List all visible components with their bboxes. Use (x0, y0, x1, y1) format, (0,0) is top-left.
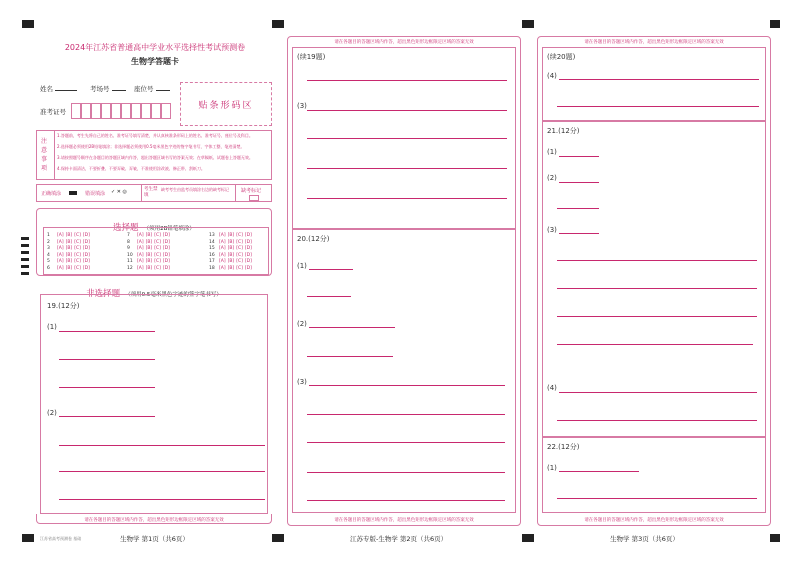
answer-line[interactable] (307, 168, 507, 169)
answer-line[interactable] (59, 359, 155, 360)
mc-option-bubble[interactable]: [B] (227, 246, 235, 252)
mc-option-bubble[interactable]: [D] (82, 233, 90, 238)
absent-mark-box[interactable] (249, 195, 259, 201)
q20-continued-label: (续20题) (547, 53, 576, 61)
timing-mark (770, 534, 780, 542)
q20-part3-label: (3) (297, 378, 307, 386)
mc-option-bubble[interactable]: [B] (65, 233, 73, 238)
mc-question-number: 12 (127, 266, 133, 271)
mc-question-row (127, 266, 172, 271)
answer-line[interactable] (557, 420, 757, 421)
boundary-notice: 请在各题目的答题区域内作答，超出黑色矩形边框限定区域的答案无效 (584, 40, 724, 45)
mc-option-bubble[interactable]: [B] (145, 233, 153, 238)
answer-line[interactable] (59, 499, 265, 500)
mc-question-number: 11 (127, 259, 133, 265)
mc-question-row (209, 253, 254, 258)
fill-legend (36, 184, 272, 202)
mc-option-bubble[interactable]: [A] (219, 266, 226, 271)
q19-part1-label: (1) (47, 323, 57, 331)
page1-footer-left: 江苏省高考预测卷 基础 (40, 536, 82, 541)
mc-question-row (209, 233, 254, 238)
mc-question-row (47, 233, 92, 238)
correct-fill-sample (69, 191, 77, 195)
mc-option-bubble[interactable]: [B] (227, 252, 235, 258)
timing-bar (21, 258, 29, 261)
mc-option-bubble[interactable]: [C] (236, 259, 243, 265)
answer-line[interactable] (307, 500, 505, 501)
answer-line[interactable] (559, 233, 599, 234)
ticket-label: 准考证号 (40, 108, 66, 116)
barcode-label: 贴条形码区 (198, 100, 254, 111)
timing-bar (21, 251, 29, 254)
q22-part1-label: (1) (547, 464, 557, 472)
mc-question-number: 8 (127, 239, 130, 245)
mc-option-bubble[interactable]: [C] (236, 246, 243, 252)
mc-option-bubble[interactable]: [C] (154, 259, 161, 265)
mc-question-row (47, 246, 92, 251)
q21-part3-label: (3) (547, 226, 557, 234)
notice-item: 2.选择题必须使用2B铅笔填涂；非选择题必须使用0.5毫米黑色字迹的签字笔书写，字体工整、笔迹清楚。 (57, 144, 245, 149)
timing-mark (770, 20, 780, 28)
answer-line[interactable] (59, 471, 265, 472)
correct-fill-label: 正确填涂 (41, 191, 62, 197)
answer-line[interactable] (307, 138, 507, 139)
answer-line[interactable] (559, 182, 599, 183)
mc-option-bubble[interactable]: [B] (145, 246, 153, 252)
answer-line[interactable] (559, 156, 599, 157)
q20-continued-area[interactable] (542, 47, 766, 121)
mc-option-bubble[interactable]: [D] (244, 246, 252, 252)
mc-option-bubble[interactable]: [C] (236, 252, 243, 258)
q19-continued-area[interactable] (292, 47, 516, 229)
mc-option-bubble[interactable]: [D] (162, 259, 170, 265)
answer-line[interactable] (557, 288, 757, 289)
barcode-area (180, 82, 272, 126)
answer-line[interactable] (59, 331, 155, 332)
mc-option-bubble[interactable]: [D] (244, 266, 252, 271)
mc-option-bubble[interactable]: [D] (162, 233, 170, 238)
mc-option-bubble[interactable]: [A] (219, 239, 226, 245)
mc-option-bubble[interactable]: [D] (244, 239, 252, 245)
seat-field[interactable] (134, 84, 170, 93)
wrong-fill-samples: ✓ ✕ ◎ (111, 189, 127, 195)
answer-line[interactable] (557, 106, 759, 107)
mc-option-bubble[interactable]: [A] (219, 246, 226, 252)
q20-answer-area[interactable] (292, 229, 516, 513)
timing-bar (21, 237, 29, 240)
mc-option-bubble[interactable]: [D] (162, 252, 170, 258)
mc-question-number: 13 (209, 233, 215, 238)
answer-line[interactable] (307, 414, 505, 415)
answer-line[interactable] (557, 316, 757, 317)
timing-mark (22, 534, 34, 542)
q21-title: 21.(12分) (547, 127, 580, 135)
q21-part1-label: (1) (547, 148, 557, 156)
mc-option-bubble[interactable]: [C] (154, 233, 161, 238)
mc-option-bubble[interactable]: [A] (57, 252, 64, 258)
mc-option-bubble[interactable]: [D] (244, 252, 252, 258)
mc-option-bubble[interactable]: [A] (137, 233, 144, 238)
boundary-notice: 请在各题目的答题区域内作答，超出黑色矩形边框限定区域的答案无效 (84, 518, 224, 523)
mc-option-bubble[interactable]: [B] (227, 266, 235, 271)
q19-part3-label: (3) (297, 102, 307, 110)
mc-question-number: 3 (47, 246, 50, 252)
q20-part2-label: (2) (297, 320, 307, 328)
mc-option-bubble[interactable]: [D] (82, 239, 90, 245)
mc-question-row (209, 240, 254, 245)
answer-line[interactable] (557, 260, 757, 261)
mc-question-row (127, 253, 172, 258)
answer-line[interactable] (559, 392, 757, 393)
mc-option-bubble[interactable]: [B] (145, 239, 153, 245)
q20-part1-label: (1) (297, 262, 307, 270)
mc-option-bubble[interactable]: [D] (82, 246, 90, 252)
mc-option-bubble[interactable]: [B] (65, 266, 73, 271)
mc-question-row (209, 259, 254, 264)
room-field[interactable] (90, 84, 126, 93)
essay-note: （须用0.5毫米黑色字迹的签字笔书写） (125, 292, 222, 298)
mc-section (36, 208, 272, 276)
mc-option-bubble[interactable]: [C] (74, 259, 81, 265)
q21-part2-label: (2) (547, 174, 557, 182)
answer-line[interactable] (309, 269, 353, 270)
answer-line[interactable] (307, 198, 507, 199)
q22-title: 22.(12分) (547, 443, 580, 451)
q19-title: 19.(12分) (47, 302, 80, 310)
mc-question-number: 9 (127, 246, 130, 252)
wrong-fill-label: 错误填涂 (85, 191, 106, 197)
q21-answer-area[interactable] (542, 121, 766, 437)
timing-mark (522, 20, 534, 28)
page-2 (287, 36, 521, 526)
mc-option-bubble[interactable]: [A] (219, 252, 226, 258)
mc-option-bubble[interactable]: [C] (74, 252, 81, 258)
mc-option-bubble[interactable]: [D] (244, 259, 252, 265)
mc-option-bubble[interactable]: [C] (74, 246, 81, 252)
answer-line[interactable] (309, 385, 505, 386)
mc-option-bubble[interactable]: [A] (137, 239, 144, 245)
timing-mark (272, 534, 284, 542)
mc-question-number: 14 (209, 239, 215, 245)
answer-line[interactable] (307, 442, 505, 443)
mc-option-bubble[interactable]: [C] (154, 239, 161, 245)
mc-option-bubble[interactable]: [A] (219, 259, 226, 265)
timing-mark (522, 534, 534, 542)
q20-part4-label: (4) (547, 72, 557, 80)
mc-note: （须用2B铅笔填涂） (143, 226, 195, 232)
q19-continued-label: (续19题) (297, 53, 326, 61)
mc-option-bubble[interactable]: [A] (57, 259, 64, 265)
mc-question-number: 6 (47, 266, 50, 271)
mc-question-number: 1 (47, 233, 50, 238)
answer-line[interactable] (59, 445, 265, 446)
notice-box (36, 130, 272, 180)
page3-footer: 生物学 第3页（共6页） (610, 535, 679, 543)
mc-option-bubble[interactable]: [D] (82, 259, 90, 265)
mc-title: 选择题 (113, 223, 139, 233)
notice-item: 4.保持卡面清洁，不要折叠、不要弄破、弄皱，不准使用涂改液、修正带、刮纸刀。 (57, 166, 205, 171)
mc-question-number: 10 (127, 252, 133, 258)
mc-option-bubble[interactable]: [C] (154, 252, 161, 258)
mc-option-bubble[interactable]: [C] (74, 233, 81, 238)
answer-line[interactable] (307, 110, 507, 111)
mc-option-bubble[interactable]: [B] (65, 246, 73, 252)
mc-option-bubble[interactable]: [A] (57, 246, 64, 252)
timing-bar (21, 265, 29, 268)
mc-question-row (127, 246, 172, 251)
ticket-number-boxes[interactable] (71, 103, 171, 119)
mc-option-bubble[interactable]: [A] (219, 233, 226, 238)
mc-option-bubble[interactable]: [D] (82, 252, 90, 258)
answer-line[interactable] (557, 498, 757, 499)
q20-title: 20.(12分) (297, 235, 330, 243)
candidate-label: 考生禁填 (144, 187, 158, 198)
mc-option-bubble[interactable]: [C] (236, 233, 243, 238)
seat-label: 座位号 (134, 85, 154, 93)
mc-option-bubble[interactable]: [B] (65, 239, 73, 245)
mc-option-bubble[interactable]: [B] (227, 259, 235, 265)
mc-option-bubble[interactable]: [D] (162, 266, 170, 271)
mc-question-row (127, 233, 172, 238)
essay-title: 非选择题 (86, 289, 121, 299)
mc-option-bubble[interactable]: [C] (236, 266, 243, 271)
q21-part4-label: (4) (547, 384, 557, 392)
absent-mark-label: 缺考标记 (241, 188, 262, 194)
mc-question-row (127, 240, 172, 245)
mc-option-bubble[interactable]: [B] (65, 252, 73, 258)
mc-question-row (47, 253, 92, 258)
mc-question-number: 16 (209, 252, 215, 258)
name-label: 姓名 (40, 85, 53, 93)
answer-line[interactable] (59, 416, 155, 417)
notice-item: 1.答题前，考生先将自己的姓名、准考证号填写清楚，并认真核准条形码上的姓名、准考证号、座位号及科目。 (57, 133, 253, 138)
mc-option-bubble[interactable]: [C] (74, 239, 81, 245)
exam-title: 2024年江苏省普通高中学业水平选择性考试预测卷 (64, 43, 246, 52)
mc-option-bubble[interactable]: [A] (57, 233, 64, 238)
mc-option-bubble[interactable]: [C] (74, 266, 81, 271)
mc-question-row (47, 259, 92, 264)
answer-line[interactable] (307, 356, 393, 357)
mc-question-row (47, 266, 92, 271)
mc-question-number: 7 (127, 233, 130, 238)
card-subtitle: 生物学答题卡 (131, 57, 179, 66)
mc-option-bubble[interactable]: [C] (154, 246, 161, 252)
answer-line[interactable] (59, 387, 155, 388)
mc-question-number: 17 (209, 259, 215, 265)
page2-footer: 江苏专版-生物学 第2页（共6页） (350, 535, 448, 543)
mc-question-number: 15 (209, 246, 215, 252)
mc-option-bubble[interactable]: [A] (57, 266, 64, 271)
timing-mark (272, 20, 284, 28)
mc-option-bubble[interactable]: [A] (137, 266, 144, 271)
answer-line[interactable] (557, 208, 599, 209)
mc-option-bubble[interactable]: [B] (145, 259, 153, 265)
notice-title: 注意事项 (41, 138, 48, 172)
page1-footer: 生物学 第1页（共6页） (120, 535, 189, 543)
q19-part2-label: (2) (47, 409, 57, 417)
mc-question-number: 4 (47, 252, 50, 258)
mc-question-number: 2 (47, 239, 50, 245)
mc-option-bubble[interactable]: [A] (57, 239, 64, 245)
answer-line[interactable] (307, 296, 351, 297)
mc-option-bubble[interactable]: [C] (236, 239, 243, 245)
mc-option-bubble[interactable]: [B] (227, 239, 235, 245)
timing-mark (22, 20, 34, 28)
mc-question-number: 5 (47, 259, 50, 265)
mc-question-row (209, 266, 254, 271)
notice-item: 3.请按照题号顺序在各题目的答题区域内作答，超出答题区域书写的答案无效；在草稿纸、试题卷上答题无效。 (57, 155, 253, 160)
mc-question-row (209, 246, 254, 251)
mc-option-bubble[interactable]: [D] (162, 246, 170, 252)
boundary-notice: 请在各题目的答题区域内作答，超出黑色矩形边框限定区域的答案无效 (334, 518, 474, 523)
mc-option-bubble[interactable]: [B] (65, 259, 73, 265)
answer-line[interactable] (557, 344, 753, 345)
boundary-notice: 请在各题目的答题区域内作答，超出黑色矩形边框限定区域的答案无效 (334, 40, 474, 45)
mc-option-bubble[interactable]: [C] (154, 266, 161, 271)
mc-option-bubble[interactable]: [D] (244, 233, 252, 238)
mc-option-bubble[interactable]: [A] (137, 259, 144, 265)
mc-question-row (127, 259, 172, 264)
timing-bar (21, 272, 29, 275)
mc-option-bubble[interactable]: [B] (145, 252, 153, 258)
answer-line[interactable] (307, 80, 507, 81)
candidate-note: 缺考考生由监考员填涂右边的缺考标记 (161, 187, 229, 192)
mc-option-bubble[interactable]: [D] (82, 266, 90, 271)
q19-answer-area[interactable] (40, 294, 268, 514)
answer-line[interactable] (559, 79, 759, 80)
answer-line[interactable] (309, 327, 395, 328)
page-3 (537, 36, 771, 526)
mc-option-bubble[interactable]: [B] (227, 233, 235, 238)
answer-line[interactable] (559, 471, 639, 472)
name-field[interactable] (40, 84, 77, 93)
mc-option-bubble[interactable]: [B] (145, 266, 153, 271)
mc-option-bubble[interactable]: [A] (137, 246, 144, 252)
answer-line[interactable] (307, 472, 505, 473)
room-label: 考场号 (90, 85, 110, 93)
timing-bar (21, 244, 29, 247)
mc-question-number: 18 (209, 266, 215, 271)
q22-answer-area[interactable] (542, 437, 766, 513)
mc-option-bubble[interactable]: [A] (137, 252, 144, 258)
mc-question-row (47, 240, 92, 245)
boundary-notice: 请在各题目的答题区域内作答，超出黑色矩形边框限定区域的答案无效 (584, 518, 724, 523)
mc-option-bubble[interactable]: [D] (162, 239, 170, 245)
